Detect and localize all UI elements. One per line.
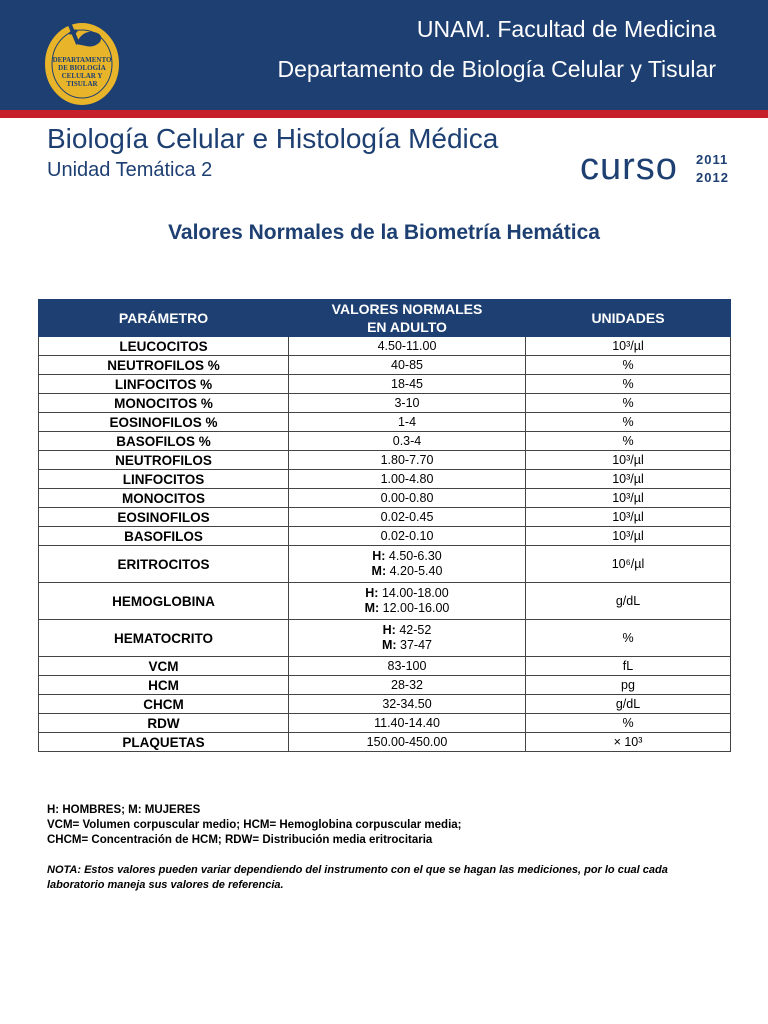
unit-cell: g/dL <box>526 583 731 620</box>
logo-text-1: DEPARTAMENTO <box>52 56 112 64</box>
unit-cell: 10³/µl <box>526 527 731 546</box>
unit-cell: 10³/µl <box>526 489 731 508</box>
header-normal-values-line1: VALORES NORMALES <box>331 301 483 317</box>
parameter-cell: EOSINOFILOS % <box>39 413 289 432</box>
male-value: 4.50-6.30 <box>388 549 442 563</box>
female-value: 4.20-5.40 <box>389 564 443 578</box>
parameter-cell: LINFOCITOS <box>39 470 289 489</box>
logo-text-3: CELULAR Y <box>61 72 103 80</box>
table-row <box>39 432 731 451</box>
parameter-cell: BASOFILOS <box>39 527 289 546</box>
reference-values-table <box>38 299 731 752</box>
institution-name: UNAM. Facultad de Medicina <box>416 16 716 42</box>
value-cell: 83-100 <box>289 657 526 676</box>
parameter-cell: LEUCOCITOS <box>39 337 289 356</box>
female-value-line <box>289 564 525 579</box>
table-row <box>39 695 731 714</box>
course-title: Biología Celular e Histología Médica <box>47 123 499 154</box>
unit-cell: pg <box>526 676 731 695</box>
unit-cell: 10³/µl <box>526 337 731 356</box>
unit-cell: % <box>526 432 731 451</box>
parameter-cell: LINFOCITOS % <box>39 375 289 394</box>
year-start: 2011 <box>696 152 729 167</box>
parameter-cell: MONOCITOS % <box>39 394 289 413</box>
female-label: M: <box>371 564 387 578</box>
value-cell: 0.02-0.45 <box>289 508 526 527</box>
table-row <box>39 620 731 657</box>
note-line-2: VCM= Volumen corpuscular medio; HCM= Hemoglobina corpuscular media; <box>47 819 462 831</box>
table-row <box>39 657 731 676</box>
parameter-cell: ERITROCITOS <box>39 546 289 583</box>
value-cell <box>289 546 526 583</box>
table-row <box>39 470 731 489</box>
table-row <box>39 375 731 394</box>
male-value-line <box>289 586 525 601</box>
parameter-cell: VCM <box>39 657 289 676</box>
course-years <box>696 151 729 187</box>
value-cell: 4.50-11.00 <box>289 337 526 356</box>
table-row <box>39 356 731 375</box>
male-value: 42-52 <box>399 623 432 637</box>
parameter-cell: HEMATOCRITO <box>39 620 289 657</box>
table-row <box>39 508 731 527</box>
table-row <box>39 413 731 432</box>
parameter-cell: NEUTROFILOS % <box>39 356 289 375</box>
table-row <box>39 733 731 752</box>
unit-cell: 10³/µl <box>526 470 731 489</box>
unit-cell: 10⁶/µl <box>526 546 731 583</box>
unit-cell: × 10³ <box>526 733 731 752</box>
table-row <box>39 546 731 583</box>
parameter-cell: PLAQUETAS <box>39 733 289 752</box>
table-row <box>39 451 731 470</box>
header-red-stripe <box>0 110 768 118</box>
female-value-line <box>289 601 525 616</box>
value-cell: 11.40-14.40 <box>289 714 526 733</box>
value-cell: 0.3-4 <box>289 432 526 451</box>
value-cell: 0.02-0.10 <box>289 527 526 546</box>
unit-cell: % <box>526 394 731 413</box>
female-value: 37-47 <box>400 638 433 652</box>
logo-text-4: TISULAR <box>66 80 98 88</box>
header-normal-values-line2: EN ADULTO <box>367 319 447 335</box>
female-label: M: <box>364 601 380 615</box>
parameter-cell: NEUTROFILOS <box>39 451 289 470</box>
table-row <box>39 394 731 413</box>
table-row <box>39 583 731 620</box>
female-value-line <box>289 638 525 653</box>
value-cell: 0.00-0.80 <box>289 489 526 508</box>
header-parameter: PARÁMETRO <box>39 300 289 337</box>
parameter-cell: HCM <box>39 676 289 695</box>
table-body <box>39 337 731 752</box>
parameter-cell: BASOFILOS % <box>39 432 289 451</box>
table-row <box>39 676 731 695</box>
parameter-cell: MONOCITOS <box>39 489 289 508</box>
table-row <box>39 489 731 508</box>
disclaimer-note <box>47 863 727 893</box>
value-cell: 150.00-450.00 <box>289 733 526 752</box>
department-name: Departamento de Biología Celular y Tisular <box>277 56 716 82</box>
value-cell: 3-10 <box>289 394 526 413</box>
unit-cell: fL <box>526 657 731 676</box>
value-cell: 18-45 <box>289 375 526 394</box>
note-line-1: H: HOMBRES; M: MUJERES <box>47 804 201 816</box>
parameter-cell: HEMOGLOBINA <box>39 583 289 620</box>
table-row <box>39 337 731 356</box>
table-header-row <box>39 300 731 337</box>
header-normal-values <box>289 300 526 337</box>
male-value-line <box>289 623 525 638</box>
unit-cell: % <box>526 356 731 375</box>
male-label: H: <box>372 549 386 563</box>
value-cell: 40-85 <box>289 356 526 375</box>
document-title: Valores Normales de la Biometría Hemática <box>168 221 600 244</box>
male-value: 14.00-18.00 <box>381 586 449 600</box>
unit-cell: 10³/µl <box>526 508 731 527</box>
department-logo <box>38 4 126 108</box>
value-cell: 28-32 <box>289 676 526 695</box>
unit-cell: g/dL <box>526 695 731 714</box>
table-row <box>39 527 731 546</box>
note-line-3: CHCM= Concentración de HCM; RDW= Distribución media eritrocitaria <box>47 834 433 846</box>
value-cell <box>289 583 526 620</box>
male-label: H: <box>365 586 379 600</box>
parameter-cell: EOSINOFILOS <box>39 508 289 527</box>
female-label: M: <box>381 638 397 652</box>
unit-cell: % <box>526 714 731 733</box>
table-row <box>39 714 731 733</box>
nota-text: Estos valores pueden variar dependiendo del instrumento con el que se hagan las mediciones, por lo cual cada laboratorio maneja sus valores de referencia. <box>47 864 668 891</box>
unit-cell: % <box>526 413 731 432</box>
unit-cell: % <box>526 375 731 394</box>
parameter-cell: CHCM <box>39 695 289 714</box>
value-cell: 1-4 <box>289 413 526 432</box>
female-value: 12.00-16.00 <box>382 601 450 615</box>
abbreviation-notes <box>47 803 462 848</box>
nota-label: NOTA: <box>47 864 82 876</box>
unit-cell: % <box>526 620 731 657</box>
curso-label: curso <box>580 146 678 188</box>
unit-label: Unidad Temática 2 <box>47 159 213 181</box>
value-cell: 1.00-4.80 <box>289 470 526 489</box>
header-units: UNIDADES <box>526 300 731 337</box>
value-cell: 1.80-7.70 <box>289 451 526 470</box>
parameter-cell: RDW <box>39 714 289 733</box>
male-value-line <box>289 549 525 564</box>
value-cell: 32-34.50 <box>289 695 526 714</box>
value-cell <box>289 620 526 657</box>
unit-cell: 10³/µl <box>526 451 731 470</box>
male-label: H: <box>382 623 396 637</box>
logo-text-2: DE BIOLOGÍA <box>58 64 106 72</box>
year-end: 2012 <box>696 170 729 185</box>
